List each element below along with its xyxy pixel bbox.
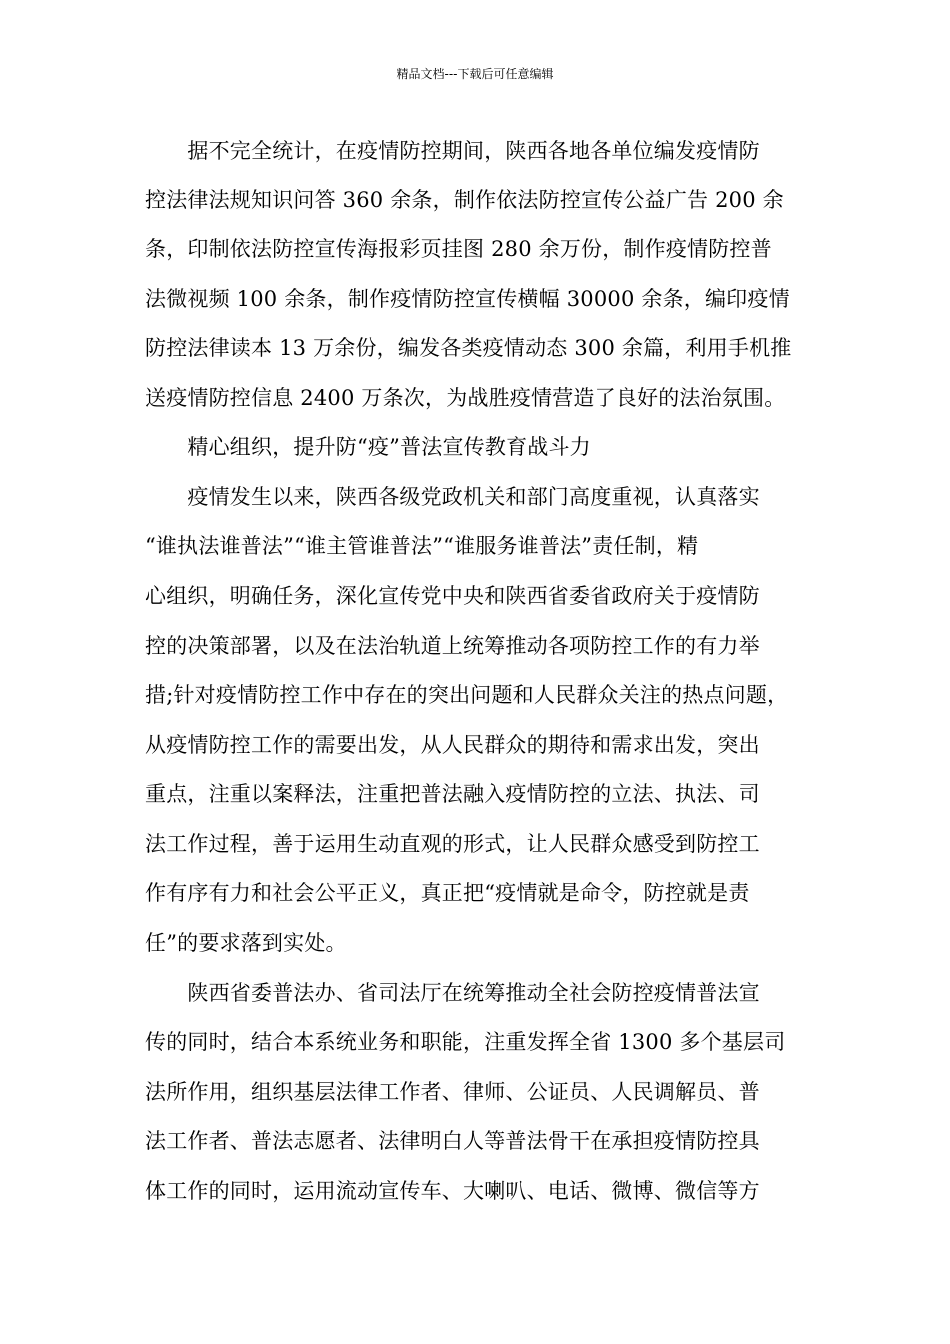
body-line: 条，印制依法防控宣传海报彩页挂图 280 余万份，制作疫情防控普 <box>145 237 772 261</box>
body-line: 任”的要求落到实处。 <box>145 931 347 955</box>
body-line: 法所作用，组织基层法律工作者、律师、公证员、人民调解员、普 <box>145 1080 760 1104</box>
body-line: 传的同时，结合本系统业务和职能，注重发挥全省 1300 多个基层司 <box>145 1030 786 1054</box>
body-line: 据不完全统计，在疫情防控期间，陕西各地各单位编发疫情防 <box>145 139 760 163</box>
body-line: 法工作者、普法志愿者、法律明白人等普法骨干在承担疫情防控具 <box>145 1129 760 1153</box>
body-line: 心组织，明确任务，深化宣传党中央和陕西省委省政府关于疫情防 <box>145 584 760 608</box>
body-line: 控的决策部署，以及在法治轨道上统筹推动各项防控工作的有力举 <box>145 634 760 658</box>
body-line: 重点，注重以案释法，注重把普法融入疫情防控的立法、执法、司 <box>145 782 760 806</box>
body-line: “谁执法谁普法”“谁主管谁普法”“谁服务谁普法”责任制，精 <box>145 534 699 558</box>
section-heading: 精心组织，提升防“疫”普法宣传教育战斗力 <box>145 435 591 459</box>
body-line: 措;针对疫情防控工作中存在的突出问题和人民群众关注的热点问题， <box>145 683 789 707</box>
body-line: 法微视频 100 余条，制作疫情防控宣传横幅 30000 余条，编印疫情 <box>145 287 790 311</box>
body-line: 送疫情防控信息 2400 万条次，为战胜疫情营造了良好的法治氛围。 <box>145 386 786 410</box>
body-line: 从疫情防控工作的需要出发，从人民群众的期待和需求出发，突出 <box>145 733 760 757</box>
body-line: 体工作的同时，运用流动宣传车、大喇叭、电话、微博、微信等方 <box>145 1179 760 1203</box>
body-line: 疫情发生以来，陕西各级党政机关和部门高度重视，认真落实 <box>145 485 760 509</box>
body-line: 法工作过程，善于运用生动直观的形式，让人民群众感受到防控工 <box>145 832 760 856</box>
body-line: 作有序有力和社会公平正义，真正把“疫情就是命令，防控就是责 <box>145 881 750 905</box>
page-header: 精品文档---下载后可任意编辑 <box>396 67 554 81</box>
body-line: 陕西省委普法办、省司法厅在统筹推动全社会防控疫情普法宣 <box>145 981 760 1005</box>
body-line: 控法律法规知识问答 360 余条，制作依法防控宣传公益广告 200 余 <box>145 188 784 212</box>
body-line: 防控法律读本 13 万余份，编发各类疫情动态 300 余篇，利用手机推 <box>145 336 792 360</box>
